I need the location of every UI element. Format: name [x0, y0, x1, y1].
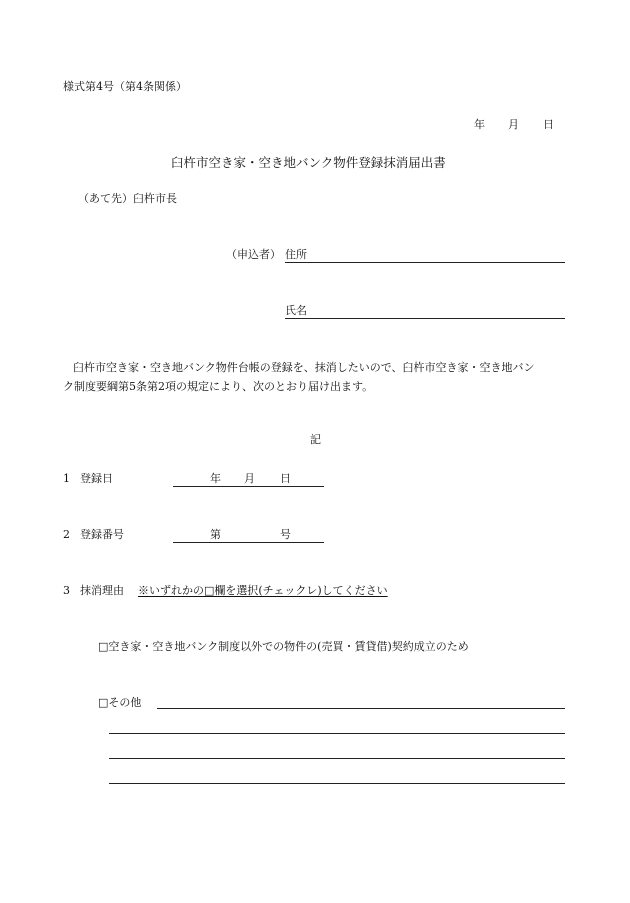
item1-number: 1 [63, 472, 70, 485]
name-field[interactable] [285, 318, 565, 319]
option-other[interactable]: □その他 [98, 696, 142, 709]
addressee: （あて先）臼杵市長 [78, 192, 177, 205]
registration-date-field[interactable] [173, 486, 324, 487]
item3-number: 3 [63, 584, 70, 597]
date-day: 日 [543, 118, 554, 131]
name-label: 氏名 [285, 304, 307, 317]
ki-label: 記 [310, 433, 321, 446]
date-month: 月 [508, 118, 519, 131]
item1-year: 年 [210, 472, 221, 485]
other-reason-line-4[interactable] [109, 783, 565, 784]
other-reason-line-1[interactable] [157, 708, 565, 709]
item1-day: 日 [280, 472, 291, 485]
body-line-1: 臼杵市空き家・空き地バンク物件台帳の登録を、抹消したいので、臼杵市空き家・空き地バン [73, 361, 535, 374]
item2-suffix: 号 [280, 528, 291, 541]
registration-number-field[interactable] [173, 542, 324, 543]
item2-label: 登録番号 [80, 528, 124, 541]
form-number: 様式第4号（第4条関係） [63, 80, 187, 93]
item1-month: 月 [244, 472, 255, 485]
document-title: 臼杵市空き家・空き地バンク物件登録抹消届出書 [171, 155, 446, 170]
address-label: 住所 [285, 248, 307, 261]
item3-label: 抹消理由 [80, 584, 124, 597]
body-line-2: ク制度要綱第5条第2項の規定により、次のとおり届け出ます。 [63, 380, 374, 393]
other-reason-line-3[interactable] [109, 758, 565, 759]
other-reason-line-2[interactable] [109, 733, 565, 734]
item1-label: 登録日 [80, 472, 113, 485]
item2-prefix: 第 [210, 528, 221, 541]
address-field[interactable] [285, 262, 565, 263]
item2-number: 2 [63, 528, 70, 541]
option-contract-concluded[interactable]: □空き家・空き地バンク制度以外での物件の(売買・賃貸借)契約成立のため [98, 640, 469, 653]
applicant-label: （申込者） [226, 248, 281, 261]
date-year: 年 [474, 118, 485, 131]
item3-note: ※いずれかの□欄を選択(チェックレ)してください [138, 584, 388, 597]
